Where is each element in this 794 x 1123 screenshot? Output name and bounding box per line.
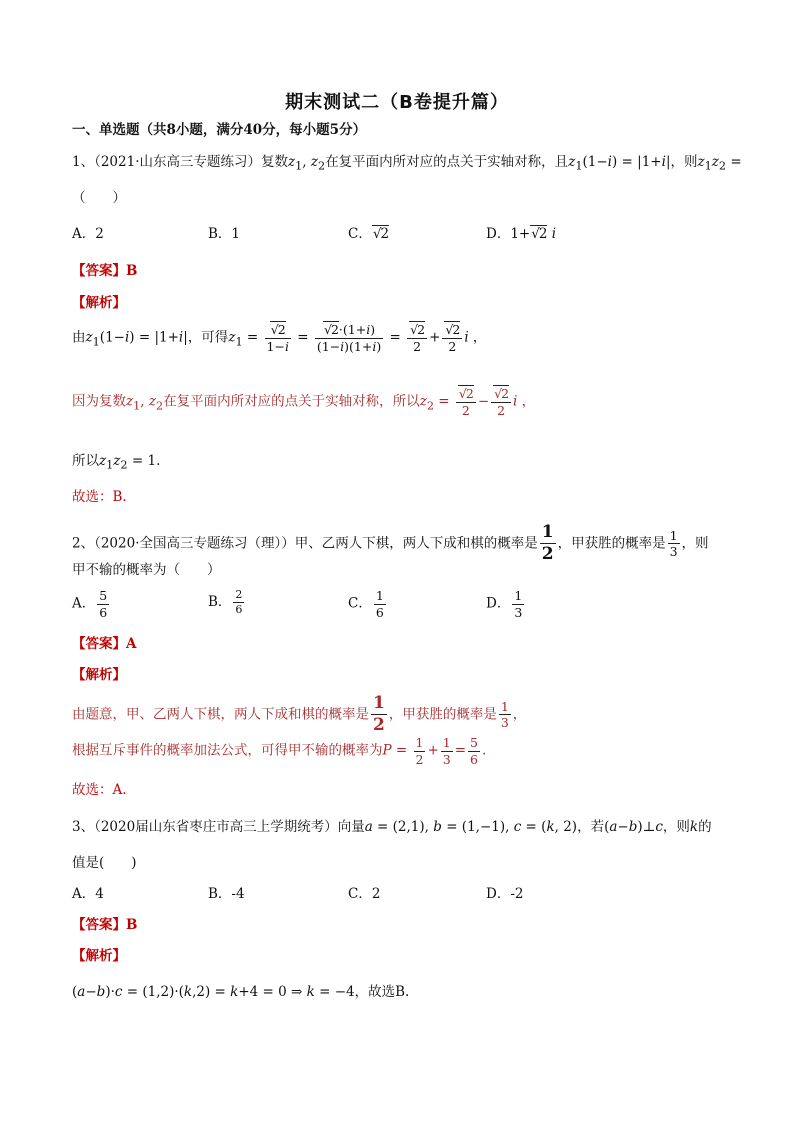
q2-option-a: A． $\frac{5}{6}$ xyxy=(72,588,108,620)
q1-answer: 【答案】B xyxy=(72,263,138,279)
q1-stem-paren: （ ） xyxy=(72,190,126,206)
q2-analysis-label: 【解析】 xyxy=(72,667,126,683)
q3-option-d: D．-2 xyxy=(486,886,524,902)
q1-stem: 1、（2021·山东高三专题练习）复数$z_1$, $z_2$在复平面内所对应的点关于实轴对称，且$z_1(1-i) = |1+i|$，则$z_1z_2$ = xyxy=(72,154,742,173)
q2-solution-line2: 根据互斥事件的概率加法公式，可得甲不输的概率为P = $\frac{1}{2}$ + $\frac{1}{3}$ = $\frac{5}{6}$ . xyxy=(72,735,487,767)
q2-stem: 2、（2020·全国高三专题练习（理））甲、乙两人下棋，两人下成和棋的概率是 $\frac{1}{2}$ ，甲获胜的概率是 $\frac{1}{3}$ ，则 xyxy=(72,522,709,565)
q1-conclusion: 故选：B. xyxy=(72,489,127,505)
q3-option-c: C．2 xyxy=(348,886,381,902)
q3-analysis-label: 【解析】 xyxy=(72,948,126,964)
q2-solution-line1: 由题意，甲、乙两人下棋，两人下成和棋的概率是 $\frac{1}{2}$ ，甲获胜的概率是 $\frac{1}{3}$ ， xyxy=(72,693,527,736)
q3-answer: 【答案】B xyxy=(72,917,138,933)
q1-option-b: B．1 xyxy=(208,226,241,242)
q1-option-a: A．2 xyxy=(72,226,104,242)
q1-option-c: C．√ 2 xyxy=(348,222,389,242)
q2-option-d: D． $\frac{1}{3}$ xyxy=(486,588,523,620)
page-title: 期末测试二（B卷提升篇） xyxy=(285,92,509,113)
q2-option-b: B． $\frac{2}{6}$ xyxy=(208,588,243,616)
q2-option-c: C． $\frac{1}{6}$ xyxy=(348,588,384,620)
section-heading: 一、单选题（共8小题，满分40分，每小题5分） xyxy=(72,122,367,138)
q3-solution: (a−b)·c = (1,2)·(k,2) = k+4 = 0 ⇒ k = −4，故选B. xyxy=(72,984,410,1000)
q3-stem-line2: 值是( ) xyxy=(72,855,137,871)
q3-option-b: B．-4 xyxy=(208,886,245,902)
q2-conclusion: 故选：A. xyxy=(72,782,127,798)
q2-stem-line2: 甲不输的概率为（ ） xyxy=(72,562,221,578)
q1-solution-line1: 由$z_1(1-i) = |1+i|$，可得$z_1$ = √ $\frac{2}{1-i}$ = √ $\frac{2\cdot(1+i)}{(1-i)(1+i)}$ = √ $\frac{2}{2}$ + √ $\frac{2}{2}$ i ， xyxy=(72,322,486,354)
q1-analysis-label: 【解析】 xyxy=(72,295,126,311)
q2-answer: 【答案】A xyxy=(72,636,137,652)
q1-solution-line3: 所以$z_1z_2 = 1$. xyxy=(72,453,161,472)
q3-stem: 3、（2020届山东省枣庄市高三上学期统考）向量a = (2,1), b = (1,−1), c = (k, 2)，若(a−b)⊥c，则k的 xyxy=(72,819,712,835)
q1-solution-line2: 因为复数$z_1$, $z_2$在复平面内所对应的点关于实轴对称，所以$z_2$ = √ $\frac{2}{2}$ − √ $\frac{2}{2}$ i ， xyxy=(72,386,535,418)
q3-option-a: A．4 xyxy=(72,886,104,902)
q1-option-d: D．1+√ 2 i xyxy=(486,222,556,242)
